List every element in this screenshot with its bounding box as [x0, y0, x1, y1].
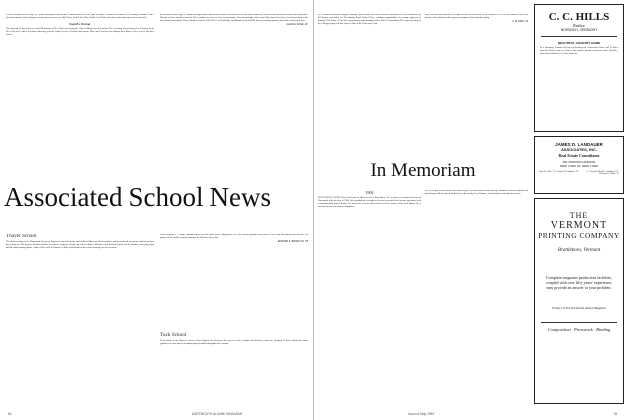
tuck-text: In an article in the Hanover Gazette, Dean Upgren has discussed the success of the seminar and business conference program at Tuck, noting that many graduates are now placed in management positions throughout the country. [160, 340, 308, 346]
right-column2-signature: A. W. FREY '12 [512, 21, 528, 24]
memoriam-text: DANN SEVEN AVERY died at his home in Hanover after a long illness. He was born in Vermont and entered Dartmouth with the class of 1904. After graduation he taught for several years and later became associated with a manufacturing firm in Boston. He was active in civic affairs and served as a trustee of his local library. He is survived by his wife and two daughters. [318, 197, 421, 209]
ad-printing-city: Brattleboro, Vermont [557, 248, 601, 253]
memoriam-text-2: The news got to first notice with much regret. He had many friends among classmates, and his warmth and good humor will be missed. Burial was in the family lot at Hanover, and classmates attended the service. [425, 190, 528, 196]
ad-landauer-city: NEW YORK 22, NEW YORK [559, 164, 599, 168]
left-page-number: 80 [8, 412, 12, 416]
tuck-top-signature: EDWARD S. BROWN JR. '55 [277, 241, 308, 244]
ad-landauer-subtitle: ASSOCIATES, INC. [561, 147, 597, 152]
right-column2-text: fully executed and furnished, it helps us raise the social life of the school as a well as the financial side. Our thanks to the alumni for their generous support of the fund this spring. [425, 14, 528, 20]
ad-landauer-name: JAMES D. LANDAUER [555, 142, 603, 147]
banner-word-school: School [128, 181, 204, 212]
right-page [314, 0, 628, 420]
ad-printing-line3: may provide an answer to your problem. [546, 285, 612, 290]
in-memoriam-title: In Memoriam [370, 160, 476, 181]
ad-printing-line1: Complete magazine production facilities, [546, 275, 612, 280]
banner-word-associated: Associated [4, 181, 123, 212]
ad-hills-desc: In a charming Vermont hill top overlooking the Connecticut River and 15 miles from the Hanover line is a farm of fine maples, pastures and stone walls. Fireplace, barn and beautiful views. Price attractive. [540, 47, 618, 56]
ad-printing-credit: Printers of The Dartmouth Alumni Magazine [551, 306, 607, 310]
tuck-heading: Tuck School [160, 333, 187, 339]
ad-landauer-people [539, 171, 619, 175]
right-column1-text: of Cleveland Hardware Forging Company, spoke before the Hotel Phoenix Association. He was introduced by Ed Rogers and talked on 'Developing Rural Youth Policy,' outlining opportunities for young engineers in industry. Pete Kurtz '37 has been promoted to plant manager with a firm in Connecticut. The annual meeting of the Chicago group will take place in June at the University Club. [318, 14, 421, 26]
memoriam-year: 1904 [365, 190, 374, 195]
ad-hills-tagline: BEAUTIFUL COUNTRY HOME [557, 41, 601, 45]
cupids-corner-text: The marriage of Jane Davis to Carol Williamson of New York was among the early wedding news this month. The ceremony was performed in February in the New York area, with a reception following, and the couple left for a Florida honeymoon. Dave and Carol are now making their home in New Jersey. Our best wishes. [6, 28, 154, 37]
thayer-text: The thesis meeting of the Dartmouth Society of Engineers was held on the nineteenth of March at which members and guests heard reports by students on their thesis projects. The projects included studies of concrete, highway design and soil mechanics. Members also discussed plans for the summer surveying camp and the annual spring dinner, which will be held in Hanover in May with alumni of the school returning for the occasion. [6, 241, 154, 250]
right-column-2 [425, 14, 528, 154]
left-column-1 [6, 14, 154, 124]
column2-signature: ALLEN E. PAGE, JR. [286, 24, 308, 27]
ad-landauer-address: 501 MADISON AVENUE [562, 160, 596, 164]
memoriam-column-2 [425, 190, 528, 404]
cupids-corner-heading: Cupid's Corner [69, 22, 91, 27]
ad-hills-role: Realtor [573, 23, 585, 28]
ad-printing-the: THE [569, 211, 589, 220]
ad-landauer [534, 136, 624, 194]
thayer-heading: Thayer School [6, 234, 37, 239]
ad-printing-line2: coupled with over fifty years' experience, [545, 280, 613, 285]
tuck-top-text: North Augusta, S. C. plant. Announcement was also made of the engagement of a Tuck School graduate who joined a New York investment firm last fall. The group voted to hold its annual outing at the Hanover Inn in June. [160, 234, 308, 240]
right-page-number: 81 [614, 412, 618, 416]
ad-landauer-people-right: G. Crawford Rudd / Columbia '27 / Howard G. Drake '55 [586, 171, 619, 175]
ad-landauer-people-left: John W. Albee '27 / James D. Landauer '23 [539, 171, 579, 173]
associated-school-news-banner [4, 181, 310, 212]
column2-text: the members of the large '97 Maine contingent and Chamberlain School. Our thanks to all who wrote with news, and we trust that the next issue will carry more. Reports of class activities from the West continue to come in. One of our number, Tom Scarbrough, writes from Ohio that he has been elected president of his local alumni association. Henry Smith is with the Gulf Oil Co. in Pittsburgh, and Norman Seip and Bill Jones are making plans to attend the reunion this June. [160, 14, 308, 23]
banner-word-news: News [209, 181, 271, 212]
thayer-section [6, 234, 154, 404]
left-column-2 [160, 14, 308, 124]
ad-cc-hills [534, 4, 624, 132]
ad-printing-name2: PRINTING COMPANY [538, 231, 620, 240]
ad-printing-name1: VERMONT [550, 220, 608, 231]
ad-printing-divider [541, 322, 617, 323]
memoriam-column-1 [318, 190, 421, 404]
left-page-footer-title: DARTMOUTH ALUMNI MAGAZINE [192, 412, 243, 416]
ad-hills-divider [541, 36, 617, 37]
right-page-issue: Issue of May 1954 [408, 412, 435, 416]
ad-hills-name: C. C. HILLS [548, 11, 610, 23]
ad-hills-location: NORWICH, VERMONT [560, 28, 598, 32]
right-column-1 [318, 14, 421, 154]
intro-text: (To the members of the large 'g7 Maine contingent enrolled this Commencement we are glad to report a Hanover welcome to all visiting classmates and a pleasant reunion of the old group. Among those present were Bill Snow, Fred Ferrin, Dave Smith, Carl Poole and others who came up for the week-end.) [6, 14, 154, 20]
ad-vermont-printing [534, 198, 624, 404]
tuck-section [160, 234, 308, 404]
ad-printing-services: Composition · Presswork · Binding [547, 327, 611, 332]
ad-landauer-tagline: Real Estate Consultants [558, 153, 600, 158]
